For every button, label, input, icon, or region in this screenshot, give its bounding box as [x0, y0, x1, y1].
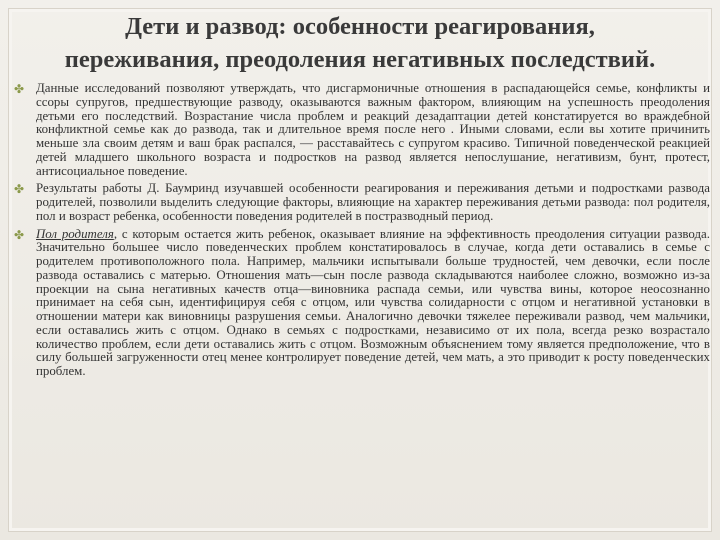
title-line-1: Дети и развод: особенности реагирования, [125, 13, 595, 40]
bullet-text-2: Результаты работы Д. Баумринд изучавшей особенности реагирования и переживания детьми и подростками развода родителей, позволили выделить следующие факторы, влияющие на характер переживания детьми развода: пол родителя, пол и возраст ребенка, особенности поведения родителей в постразводный период. [36, 181, 710, 223]
bullet-list [12, 82, 710, 383]
bullet-emphasis-3: Пол родителя [36, 226, 114, 241]
bullet-item-2 [12, 182, 710, 223]
bullet-text-3: , с которым остается жить ребенок, оказывает влияние на эффективность преодоления ситуации развода. Значительно большее число поведенческих проблем констатировалось в случае, когда дети оставались в семье с родителем противоположного пола. Например, мальчики испытывали больше трудностей, чем девочки, если после развода оставались с матерью. Отношения мать—сын после развода складываются наиболее сложно, возможно из-за проекции на сына негативных качеств отца—виновника распада семьи, или чувства вины, которое неосознанно принимает на себя сын, идентифицируя себя с отцом, или чувства солидарности с отцом и негативной установки в отношении матери как виновницы разрушения семьи. Аналогично девочки тяжелее переживали развод, чем мальчики, если оставались жить с отцом. Однако в семьях с подростками, независимо от их пола, всегда резко возрастало количество проблем, если дети оставались жить с отцом. Возможным объяснением тому является предположение, что в силу большей загруженности отец менее контролирует поведение детей, чем мать, а это приводит к росту поведенческих проблем. [36, 226, 710, 378]
title-line-2: переживания, преодоления негативных последствий. [64, 46, 656, 73]
bullet-item-3 [12, 228, 710, 379]
bullet-icon: ✤ [14, 182, 25, 197]
bullet-item-1 [12, 82, 710, 178]
slide-title [0, 10, 720, 76]
bullet-icon: ✤ [14, 227, 25, 242]
bullet-text-1: Данные исследований позволяют утверждать, что дисгармоничные отношения в распадающейся семье, конфликты и ссоры супругов, предшествующие разводу, оказываются важным фактором, влияющим на успешность преодоления детьми его последствий. Возрастание числа проблем и реакций дезадаптации детей констатируется во враждебной конфликтной семье как до развода, так и длительное время после него . Иными словами, если вы хотите причинить меньше зла своим детям и ваш брак распался, — расставайтесь с супругом красиво. Типичной поведенческой реакцией детей младшего школьного возраста и подростков на развод является непослушание, негативизм, бунт, протест, антисоциальное поведение. [36, 81, 710, 178]
bullet-icon: ✤ [14, 82, 25, 96]
